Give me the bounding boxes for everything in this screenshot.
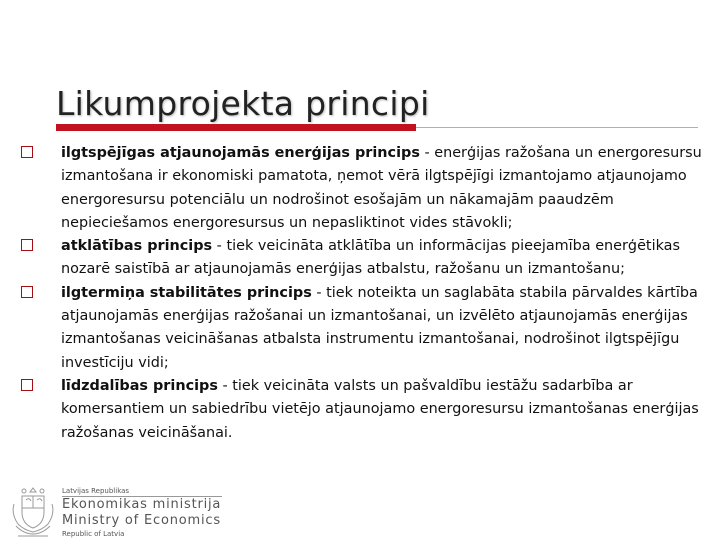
- principles-list: [20, 142, 705, 445]
- list-item: [20, 375, 705, 445]
- org-name-lv: Ekonomikas ministrija: [62, 497, 222, 512]
- bullet-term: ilgtspējīgas atjaunojamās enerģijas princips: [61, 145, 420, 161]
- slide-title: Likumprojekta principi: [56, 84, 430, 124]
- square-bullet-icon: [21, 286, 33, 298]
- bullet-term: līdzdalības princips: [61, 377, 218, 394]
- bullet-text: - tiek veicināta atklātība un informācijas pieejamība enerģētikas nozarē saistībā ar atjaunojamās enerģijas atbalstu, ražošanu un izmantošanu;: [61, 238, 680, 278]
- square-bullet-icon: [21, 239, 33, 251]
- bullet-text: - enerģijas ražošana un energoresursu izmantošana ir ekonomiski pamatota, ņemot vērā ilgtspējīgi izmantojamo atjaunojamo energoresursu potenciālu un nodrošinot esošajām un nākamajām paaudzēm nepieciešamos energoresursus un nepasliktinot vides stāvokli;: [61, 145, 702, 231]
- bullet-term: ilgtermiņa stabilitātes princips: [61, 284, 312, 301]
- square-bullet-icon: [21, 146, 33, 158]
- list-item: [20, 142, 705, 235]
- list-item: [20, 235, 705, 282]
- bullet-text: - tiek noteikta un saglabāta stabila pārvaldes kārtība atjaunojamās enerģijas ražošanai un izmantošanai, un izvēlēto atjaunojamās enerģijas izmantošanas veicināšanas atbalsta instrumentu izmantošanai, nodrošinot ilgtspējīgu investīciju vidi;: [61, 284, 698, 371]
- org-name-en: Ministry of Economics: [62, 513, 221, 528]
- square-bullet-icon: [21, 379, 33, 391]
- org-country-label: Latvijas Republikas: [62, 487, 130, 495]
- latvia-coat-of-arms-icon: [10, 484, 56, 540]
- title-underline-red: [56, 124, 416, 131]
- org-country-en: Republic of Latvia: [62, 530, 125, 538]
- bullet-text: - tiek veicināta valsts un pašvaldību iestāžu sadarbība ar komersantiem un sabiedrību vietējo atjaunojamo energoresursu izmantošanas enerģijas ražošanas veicināšanai.: [61, 377, 699, 441]
- list-item: [20, 282, 705, 375]
- title-underline-gray: [416, 127, 698, 128]
- ministry-logo: [10, 484, 310, 540]
- bullet-term: atklātības princips: [61, 238, 213, 255]
